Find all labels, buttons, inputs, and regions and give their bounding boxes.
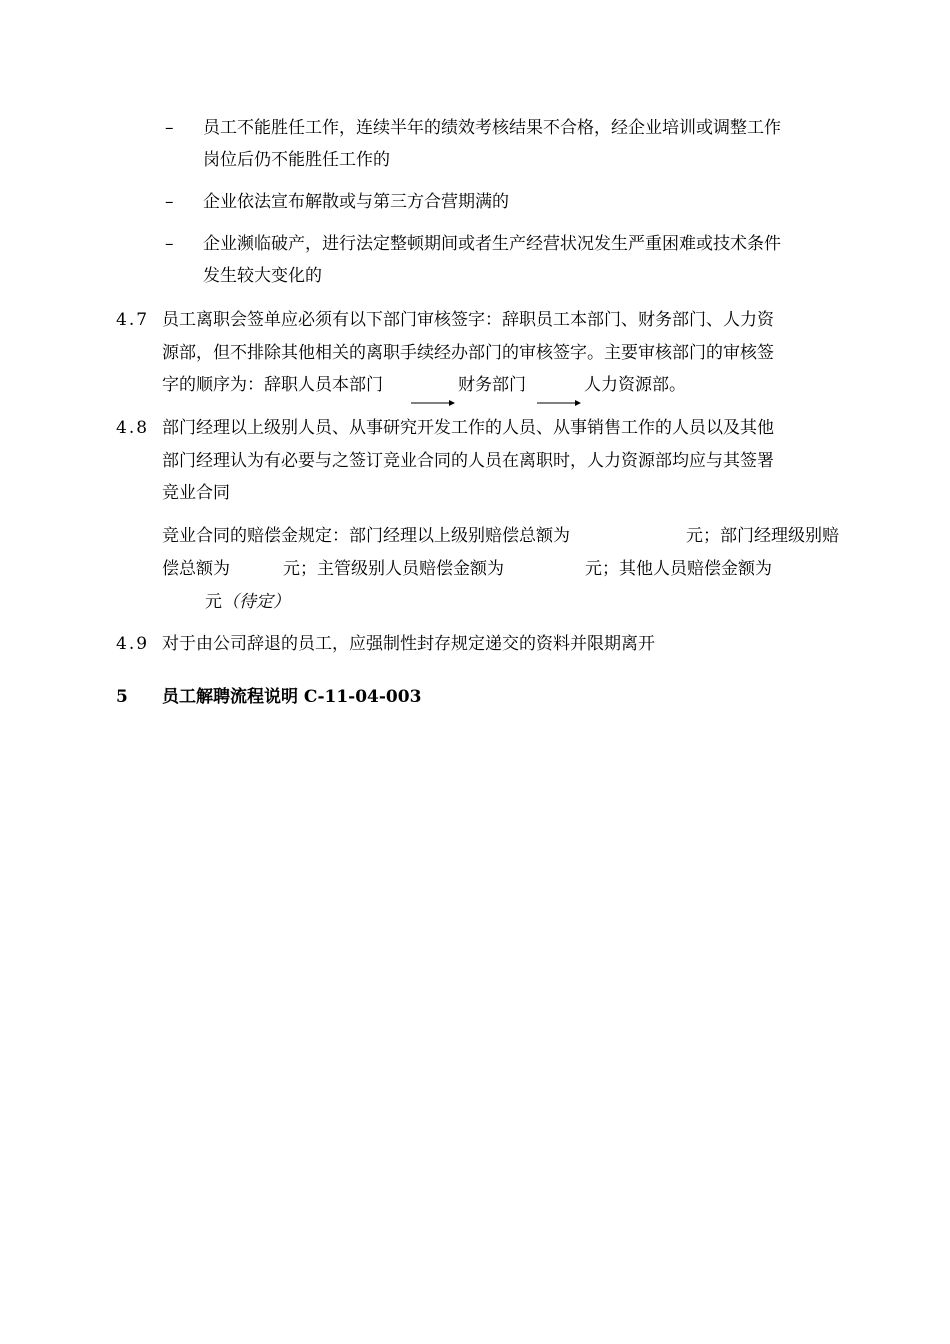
clause-text-line: 字的顺序为：辞职人员本部门 [162,375,383,395]
flow-arrow-icon [537,398,581,408]
clause-text-line: 部门经理以上级别人员、从事研究开发工作的人员、从事销售工作的人员以及其他 [162,418,774,438]
compensation-text: 竞业合同的赔偿金规定：部门经理以上级别赔偿总额为 [162,526,570,546]
clause-text-line: 源部，但不排除其他相关的离职手续经办部门的审核签字。主要审核部门的审核签 [162,343,774,363]
bullet-text-line: 企业濒临破产，进行法定整顿期间或者生产经营状况发生严重困难或技术条件 [203,234,781,254]
compensation-text: 元；主管级别人员赔偿金额为 [283,559,504,579]
compensation-text: 元；部门经理级别赔 [686,526,839,546]
section-title: 员工解聘流程说明 C-11-04-003 [162,687,422,707]
clause-text-line: 员工离职会签单应必须有以下部门审核签字：辞职员工本部门、财务部门、人力资 [162,310,774,330]
clause-text-line: 对于由公司辞退的员工，应强制性封存规定递交的资料并限期离开 [162,634,655,654]
bullet-text-line: 岗位后仍不能胜任工作的 [203,150,390,170]
compensation-text: 偿总额为 [162,559,230,579]
clause-number: 4.8 [116,418,150,438]
clause-text-segment: 财务部门 [458,375,526,395]
bullet-text-line: 企业依法宣布解散或与第三方合营期满的 [203,192,509,212]
clause-text-line: 竞业合同 [162,483,230,503]
bullet-marker: – [165,234,174,254]
bullet-text-line: 发生较大变化的 [203,266,322,286]
bullet-marker: – [165,118,174,138]
compensation-text: 元 [205,592,222,612]
clause-number: 4.7 [116,310,150,330]
pending-note: （待定） [222,592,290,612]
compensation-text: 元；其他人员赔偿金额为 [585,559,772,579]
flow-arrow-icon [411,398,455,408]
clause-number: 4.9 [116,634,150,654]
section-number: 5 [116,687,128,707]
bullet-text-line: 员工不能胜任工作，连续半年的绩效考核结果不合格，经企业培训或调整工作 [203,118,781,138]
clause-text-line: 部门经理认为有必要与之签订竞业合同的人员在离职时，人力资源部均应与其签署 [162,451,774,471]
bullet-marker: – [165,192,174,212]
clause-text-segment: 人力资源部。 [584,375,686,395]
